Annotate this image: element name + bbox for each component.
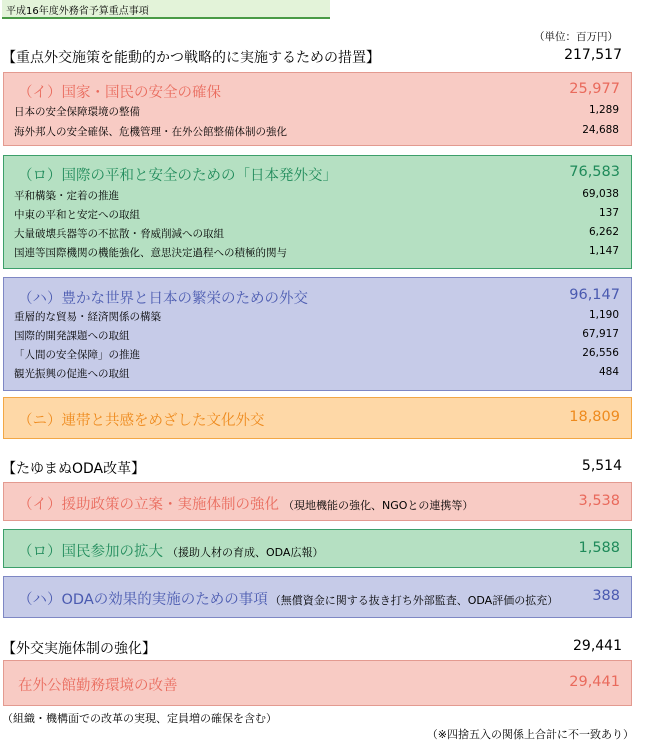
box-participation-note: （援助人材の育成、ODA広報） [167, 546, 324, 559]
section1-heading: 【重点外交施策を能動的かつ戦略的に実施するための措置】 [2, 50, 380, 66]
box-peace-total: 76,583 [569, 164, 620, 180]
box-prosperity-title: （ハ）豊かな世界と日本の繁栄のための外交 [18, 291, 308, 307]
item-label: 大量破壊兵器等の不拡散・脅威削減への取組 [14, 228, 224, 240]
box-culture-title: （ニ）連帯と共感をめざした文化外交 [18, 413, 265, 429]
item-label: 国際的開発課題への取組 [14, 330, 130, 342]
box-prosperity [3, 277, 632, 391]
item-label: 観光振興の促進への取組 [14, 368, 130, 380]
section3-total: 29,441 [573, 638, 622, 654]
box-oda-effective-total: 388 [592, 588, 620, 604]
box-aid-policy-total: 3,538 [578, 493, 620, 509]
item-label: 国連等国際機関の機能強化、意思決定過程への積極的関与 [14, 247, 287, 259]
box-culture-total: 18,809 [569, 409, 620, 425]
box-aid-policy-title: （イ）援助政策の立案・実施体制の強化 （現地機能の強化、NGOとの連携等） [18, 497, 474, 513]
box-participation-total: 1,588 [578, 540, 620, 556]
item-label: 中東の平和と安定への取組 [14, 209, 140, 221]
section1-total: 217,517 [564, 47, 622, 63]
box-oda-effective-title: （ハ）ODAの効果的実施のための事項 （無償資金に関する抜き打ち外部監査、ODA評価の拡充） [18, 592, 559, 608]
item-label: 重層的な貿易・経済関係の構築 [14, 311, 161, 323]
item-value: 1,289 [588, 104, 619, 116]
item-value: 137 [598, 207, 619, 219]
item-value: 6,262 [588, 226, 619, 238]
box-culture [3, 397, 632, 439]
section3-heading: 【外交実施体制の強化】 [2, 641, 156, 657]
item-value: 1,147 [588, 245, 619, 257]
item-value: 484 [598, 366, 619, 378]
item-value: 67,917 [582, 328, 619, 340]
box-security-total: 25,977 [569, 81, 620, 97]
box-security-title: （イ）国家・国民の安全の確保 [18, 85, 221, 101]
item-label: 「人間の安全保障」の推進 [14, 349, 140, 361]
box-aid-policy-note: （現地機能の強化、NGOとの連携等） [283, 499, 474, 512]
item-value: 24,688 [582, 124, 619, 136]
box-prosperity-total: 96,147 [569, 287, 620, 303]
box-aid-policy [3, 482, 632, 521]
box-embassy-title: 在外公館勤務環境の改善 [18, 678, 178, 694]
box-embassy-total: 29,441 [569, 674, 620, 690]
box-peace-title: （ロ）国際の平和と安全のための「日本発外交」 [18, 168, 337, 184]
item-value: 69,038 [582, 188, 619, 200]
footer-note-rounding: （※四捨五入の関係上合計に不一致あり） [426, 728, 634, 741]
box-participation [3, 529, 632, 568]
footer-note-reform: （組織・機構面での改革の実現、定員増の確保を含む） [2, 712, 277, 725]
item-label: 平和構築・定着の推進 [14, 190, 119, 202]
box-security [3, 72, 632, 146]
box-peace [3, 155, 632, 269]
unit-label: （単位：百万円） [534, 31, 618, 43]
section2-total: 5,514 [581, 458, 622, 474]
item-value: 26,556 [582, 347, 619, 359]
box-embassy [3, 660, 632, 706]
box-participation-title: （ロ）国民参加の拡大 （援助人材の育成、ODA広報） [18, 544, 324, 560]
page-title: 平成16年度外務省予算重点事項 [6, 6, 149, 17]
item-value: 1,190 [588, 309, 619, 321]
item-label: 日本の安全保障環境の整備 [14, 106, 140, 118]
item-label: 海外邦人の安全確保、危機管理・在外公館整備体制の強化 [14, 126, 287, 138]
section2-heading: 【たゆまぬODA改革】 [2, 461, 146, 477]
box-oda-effective [3, 576, 632, 618]
box-oda-effective-note: （無償資金に関する抜き打ち外部監査、ODA評価の拡充） [269, 594, 559, 607]
